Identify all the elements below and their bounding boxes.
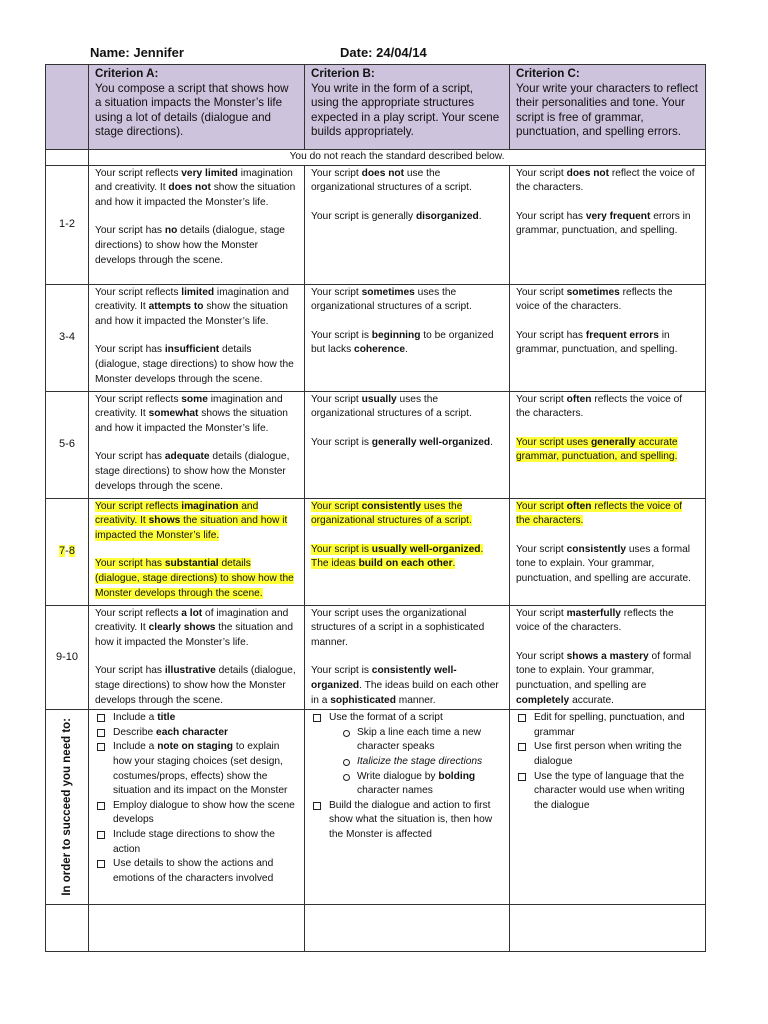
circle-bullet-icon (343, 774, 350, 781)
cell-a: Your script reflects very limited imagination and creativity. It does not show the situation and how it impacted the Monster’s life. Your script has no details (dialogue, stage directions) to show how the Monster develops through the scene. (89, 165, 305, 284)
checklist-item: Describe each character (95, 726, 298, 741)
rubric-table (45, 64, 706, 952)
cell-c: Your script does not reflect the voice of the characters. Your script has very frequent errors in grammar, punctuation, and spelling. (510, 165, 706, 284)
sub-item: Write dialogue by bolding character names (343, 770, 503, 799)
checklist-item: Use details to show the actions and emotions of the characters involved (95, 857, 298, 886)
checklist-item: Use the format of a script Skip a line each time a new character speaks Italicize the stage directions Write dialogue by bolding character names (311, 711, 503, 799)
checkbox-icon (313, 802, 321, 810)
checklist-item: Include stage directions to show the action (95, 828, 298, 857)
checkbox-icon (97, 860, 105, 868)
corner-cell (46, 65, 89, 150)
cell-a (89, 498, 305, 605)
highlighted-text: Your script consistently uses the organizational structures of a script. (311, 500, 472, 527)
criterion-a-header: Criterion A: You compose a script that shows how a situation impacts the Monster’s life using a lot of details (dialogue and stage directions). (89, 65, 305, 150)
sub-item: Italicize the stage directions (343, 755, 503, 770)
checkbox-icon (313, 714, 321, 722)
highlighted-text: Your script is usually well-organized. The ideas build on each other. (311, 543, 484, 570)
checklist-item: Use the type of language that the character would use when writing the dialogue (516, 770, 699, 814)
rubric-row-7-8 (46, 498, 706, 605)
cell-c: Your script masterfully reflects the voice of the characters. Your script shows a mastery of formal tone to explain. Your grammar, punctuation, and spelling are completely accurate. (510, 605, 706, 710)
level-label: 9-10 (46, 605, 89, 710)
note-corner (46, 150, 89, 166)
checkbox-icon (518, 743, 526, 751)
cell-a: Your script reflects a lot of imagination and creativity. It clearly shows the situation and how it impacted the Monster’s life. Your script has illustrative details (dialogue, stage directions) to show how the Monster develops through the scene. (89, 605, 305, 710)
checkbox-icon (97, 831, 105, 839)
success-row (46, 710, 706, 905)
cell-b: Your script uses the organizational structures of a script in a sophisticated manner. Your script is consistently well-organized. The ideas build on each other in a sophisticated manner. (305, 605, 510, 710)
circle-bullet-icon (343, 730, 350, 737)
standard-note: You do not reach the standard described below. (89, 150, 706, 166)
rubric-row-5-6 (46, 391, 706, 498)
success-cell-c (510, 710, 706, 905)
blank-row (46, 905, 706, 952)
checklist-item: Build the dialogue and action to first show what the situation is, then how the Monster is affected (311, 799, 503, 843)
checklist-item: Use first person when writing the dialogue (516, 740, 699, 769)
highlighted-text: Your script reflects imagination and creativity. It shows the situation and how it impacted the Monster’s life. (95, 500, 288, 541)
standard-note-row (46, 150, 706, 166)
cell-a: Your script reflects limited imagination and creativity. It attempts to show the situation and how it impacted the Monster’s life. Your script has insufficient details (dialogue, stage directions) to show how the Monster develops through the scene. (89, 284, 305, 391)
criteria-header-row (46, 65, 706, 150)
blank-cell (305, 905, 510, 952)
checkbox-icon (97, 729, 105, 737)
sub-item: Skip a line each time a new character speaks (343, 726, 503, 755)
page-header (90, 45, 710, 63)
blank-cell (510, 905, 706, 952)
level-label: 3-4 (46, 284, 89, 391)
checklist-item: Edit for spelling, punctuation, and grammar (516, 711, 699, 740)
checklist-item: Employ dialogue to show how the scene develops (95, 799, 298, 828)
checkbox-icon (97, 743, 105, 751)
student-name: Name: Jennifer (90, 45, 184, 60)
checkbox-icon (518, 773, 526, 781)
checklist-item: Include a note on staging to explain how your staging choices (set design, costumes/props, effects) show the situation and its impact on the Monster (95, 740, 298, 798)
cell-b: Your script sometimes uses the organizational structures of a script. Your script is beginning to be organized but lacks coherence. (305, 284, 510, 391)
level-label: 5-6 (46, 391, 89, 498)
checklist-item: Include a title (95, 711, 298, 726)
level-label: 7-8 (46, 498, 89, 605)
cell-a: Your script reflects some imagination and creativity. It somewhat shows the situation and how it impacted the Monster’s life. Your script has adequate details (dialogue, stage directions) to show how the Monster develops through the scene. (89, 391, 305, 498)
blank-cell (89, 905, 305, 952)
rubric-row-3-4 (46, 284, 706, 391)
success-cell-b (305, 710, 510, 905)
circle-bullet-icon (343, 759, 350, 766)
criterion-c-header: Criterion C: Your write your characters to reflect their personalities and tone. Your script is free of grammar, punctuation, and spelling errors. (510, 65, 706, 150)
cell-c: Your script sometimes reflects the voice of the characters. Your script has frequent errors in grammar, punctuation, and spelling. (510, 284, 706, 391)
cell-c: Your script often reflects the voice of the characters. Your script uses generally accurate grammar, punctuation, and spelling. (510, 391, 706, 498)
highlighted-text: Your script uses generally accurate grammar, punctuation, and spelling. (516, 436, 678, 463)
checkbox-icon (518, 714, 526, 722)
checkbox-icon (97, 714, 105, 722)
criterion-b-header: Criterion B: You write in the form of a script, using the appropriate structures expected in a play script. Your scene builds appropriately. (305, 65, 510, 150)
blank-cell (46, 905, 89, 952)
highlighted-text: Your script has substantial details (dialogue, stage directions) to show how the Monster develops through the scene. (95, 558, 294, 599)
assignment-date: Date: 24/04/14 (340, 45, 427, 60)
cell-b: Your script does not use the organizational structures of a script. Your script is generally disorganized. (305, 165, 510, 284)
highlighted-text: Your script often reflects the voice of the characters. (516, 500, 683, 527)
cell-b (305, 498, 510, 605)
rubric-row-1-2 (46, 165, 706, 284)
success-cell-a (89, 710, 305, 905)
checkbox-icon (97, 802, 105, 810)
rubric-row-9-10 (46, 605, 706, 710)
cell-c: Your script often reflects the voice of the characters. Your script consistently uses a formal tone to explain. Your grammar, punctuation, and spelling are accurate. (510, 498, 706, 605)
level-label: 1-2 (46, 165, 89, 284)
cell-b: Your script usually uses the organizational structures of a script. Your script is generally well-organized. (305, 391, 510, 498)
success-side-label: In order to succeed you need to: (46, 710, 89, 905)
